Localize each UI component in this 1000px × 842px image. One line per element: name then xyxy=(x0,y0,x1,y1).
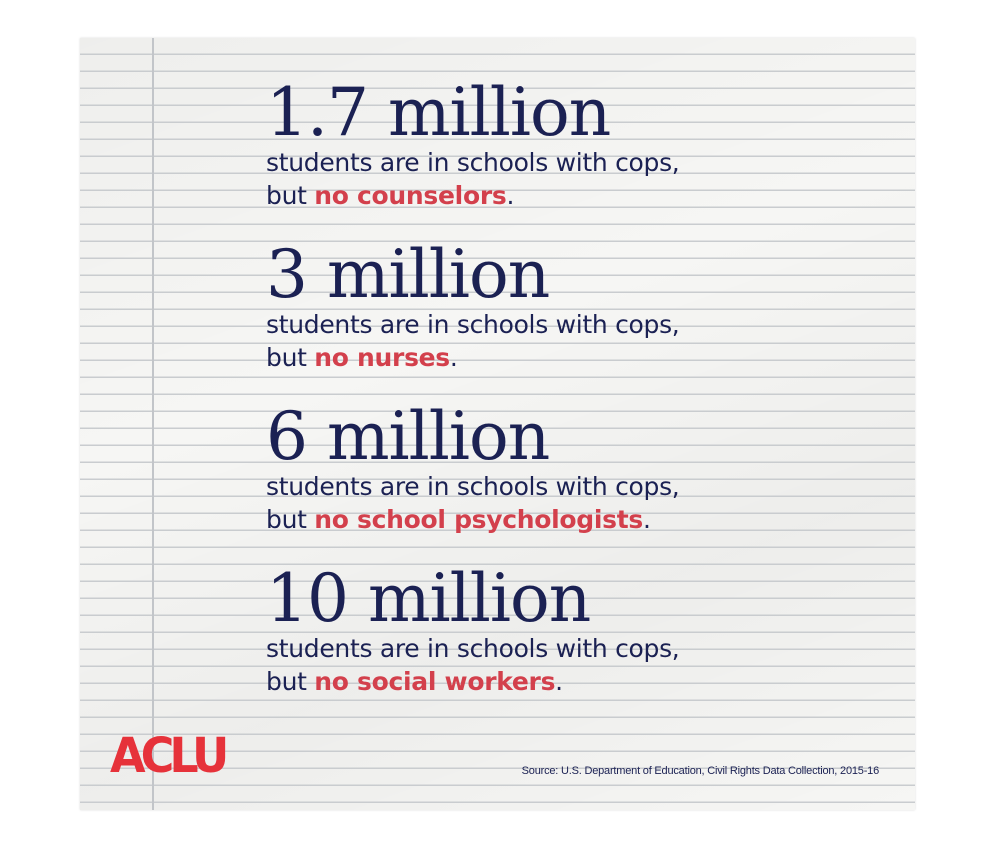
stat-line xyxy=(266,503,906,536)
stat-nurses xyxy=(266,236,906,374)
stat-line: students are in schools with cops, xyxy=(266,310,680,339)
stat-line: students are in schools with cops, xyxy=(266,148,680,177)
source-citation: Source: U.S. Department of Education, Civil Rights Data Collection, 2015-16 xyxy=(521,765,879,777)
stat-prefix: but xyxy=(266,667,315,696)
stat-line xyxy=(266,665,906,698)
stat-number: 6 million xyxy=(266,398,550,475)
stat-school-psychologists xyxy=(266,398,906,536)
stat-highlight: no counselors xyxy=(314,181,507,210)
stat-line: students are in schools with cops, xyxy=(266,634,680,663)
aclu-logo: ACLU xyxy=(110,726,225,784)
stat-number: 10 million xyxy=(266,560,591,637)
stat-line xyxy=(266,341,906,374)
stat-prefix: but xyxy=(266,343,315,372)
stat-prefix: but xyxy=(266,505,315,534)
stat-line: students are in schools with cops, xyxy=(266,472,680,501)
stat-highlight: no school psychologists xyxy=(314,505,643,534)
stat-counselors xyxy=(266,74,906,212)
stat-suffix: . xyxy=(449,343,458,372)
stat-number: 1.7 million xyxy=(266,74,611,151)
stat-highlight: no nurses xyxy=(314,343,450,372)
stat-suffix: . xyxy=(642,505,651,534)
stat-number: 3 million xyxy=(266,236,550,313)
stat-suffix: . xyxy=(555,667,563,696)
margin-line xyxy=(152,38,154,810)
stat-suffix: . xyxy=(506,181,515,210)
stat-prefix: but xyxy=(266,181,315,210)
stat-highlight: no social workers xyxy=(314,667,556,696)
notebook-paper xyxy=(80,38,915,810)
stat-social-workers xyxy=(266,560,906,698)
stat-line xyxy=(266,179,906,212)
